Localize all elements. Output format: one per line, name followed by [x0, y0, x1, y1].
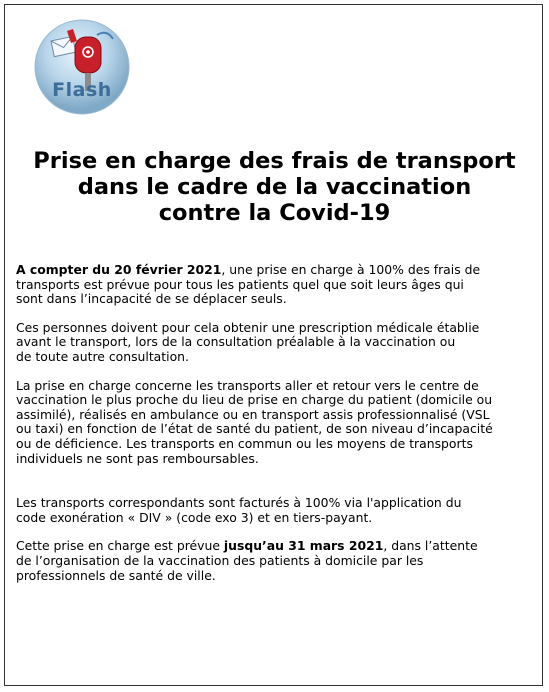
text-line: avant le transport, lors de la consultation préalable à la vaccination ou [16, 334, 456, 350]
title-line: contre la Covid-19 [158, 200, 391, 226]
text-fragment: Cette prise en charge est prévue [16, 538, 224, 554]
end-date-emphasis: jusqu’au 31 mars 2021 [223, 538, 384, 554]
document-title [5, 148, 544, 226]
text-line: Les transports correspondants sont facturés à 100% via l'application du [16, 495, 462, 511]
title-line: Prise en charge des frais de transport [33, 148, 516, 174]
text-line: code exonération « DIV » (code exo 3) et en tiers-payant. [16, 509, 373, 525]
flash-logo [27, 17, 137, 117]
text-line: La prise en charge concerne les transports aller et retour vers le centre de [16, 377, 479, 393]
text-line [16, 539, 538, 554]
text-line [16, 263, 538, 278]
text-line: transports est prévue pour tous les patients quel que soit leurs âges qui [16, 276, 464, 292]
text-line: vaccination le plus proche du lieu de prise en charge du patient (domicile ou [16, 392, 493, 408]
document-frame [4, 4, 543, 686]
paragraph-end-date [16, 539, 538, 583]
paragraph-start-date [16, 263, 538, 307]
text-line: individuels ne sont pas remboursables. [16, 450, 259, 466]
text-line: Ces personnes doivent pour cela obtenir une prescription médicale établie [16, 319, 480, 335]
title-line: dans le cadre de la vaccination [77, 174, 472, 200]
text-line: ou de déficience. Les transports en commun ou les moyens de transports [16, 435, 473, 451]
text-line: assimilé), réalisés en ambulance ou en transport assis professionnalisé (VSL [16, 406, 490, 422]
paragraph-billing [16, 496, 538, 525]
mailbox-envelope-icon [27, 17, 137, 117]
text-line: ou taxi) en fonction de l’état de santé du patient, de son niveau d’incapacité [16, 421, 493, 437]
document-body [16, 263, 538, 583]
paragraph-coverage [16, 379, 538, 467]
text-line: de l’organisation de la vaccination des patients à domicile par les [16, 552, 424, 568]
text-line: professionnels de santé de ville. [16, 567, 216, 583]
text-line: sont dans l’incapacité de se déplacer seuls. [16, 291, 287, 307]
text-line: de toute autre consultation. [16, 348, 189, 364]
start-date-emphasis: A compter du 20 février 2021 [16, 262, 222, 277]
text-fragment: , dans l’attente [383, 538, 478, 554]
paragraph-prescription [16, 321, 538, 365]
flash-logo-text: Flash [52, 79, 112, 101]
text-fragment: , une prise en charge à 100% des frais de [221, 262, 481, 277]
